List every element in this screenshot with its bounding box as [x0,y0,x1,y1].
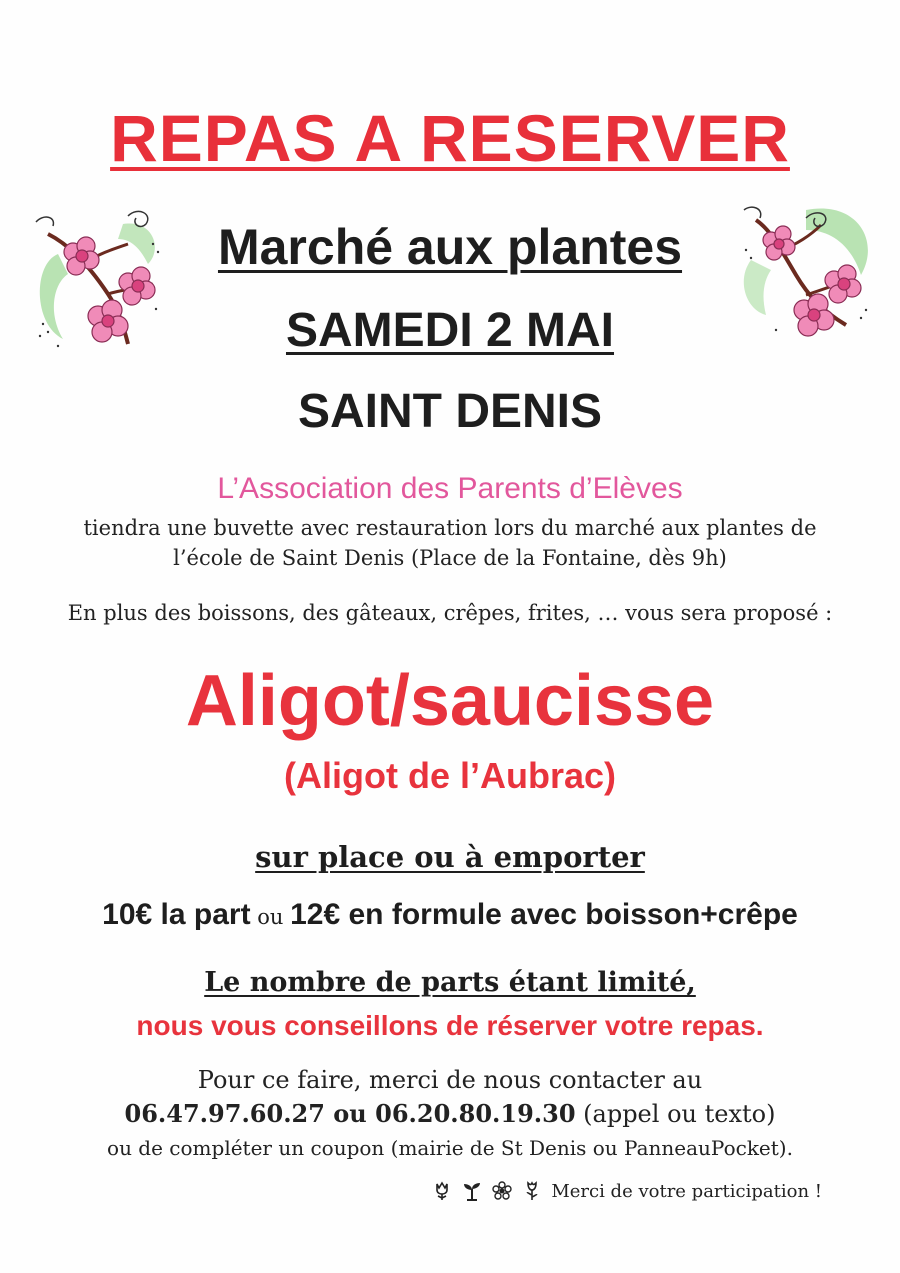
limit-notice-text: Le nombre de parts étant limité, [204,967,696,998]
thanks-line [431,1180,822,1202]
price-line [0,898,900,932]
tulip-icon [431,1180,453,1202]
contact-coupon: ou de compléter un coupon (mairie de St Denis ou PanneauPocket). [107,1136,793,1160]
poster-title [0,100,900,176]
flower-icon [491,1180,513,1202]
contact-phones [0,1099,900,1128]
event-date [0,303,900,358]
service-mode [0,840,900,874]
dish-name: Aligot/saucisse [185,661,715,741]
rose-icon [521,1180,543,1202]
intro-line: l’école de Saint Denis (Place de la Fontaine, dès 9h) [173,546,727,570]
organizer: L’Association des Parents d’Elèves [217,472,683,505]
intro-line: En plus des boissons, des gâteaux, crêpes, frites, … vous sera proposé : [67,601,833,625]
poster-title-text: REPAS A RESERVER [110,101,790,175]
reservation-advice-dot: . [755,1010,764,1041]
intro-line: tiendra une buvette avec restauration lors du marché aux plantes de [83,516,817,540]
event-place: SAINT DENIS [297,385,603,438]
limit-notice [0,967,900,998]
price-part: 10€ la part [102,898,251,931]
contact-mode: (appel ou texto) [575,1100,776,1128]
dish-detail: (Aligot de l’Aubrac) [284,755,616,796]
reservation-advice-text: nous vous conseillons de réserver votre repas [136,1010,756,1041]
sprout-icon [461,1180,483,1202]
event-date-text: SAMEDI 2 MAI [285,304,615,357]
event-name-text: Marché aux plantes [217,219,683,275]
event-name [0,218,900,276]
reservation-advice [0,1010,900,1042]
contact-line: Pour ce faire, merci de nous contacter au [197,1066,703,1094]
service-mode-text: sur place ou à emporter [255,840,645,874]
thanks-text: Merci de votre participation ! [551,1180,822,1202]
phone-numbers: 06.47.97.60.27 ou 06.20.80.19.30 [124,1099,576,1128]
price-formula: 12€ en formule avec boisson+crêpe [290,898,798,931]
price-or: ou [250,905,291,929]
